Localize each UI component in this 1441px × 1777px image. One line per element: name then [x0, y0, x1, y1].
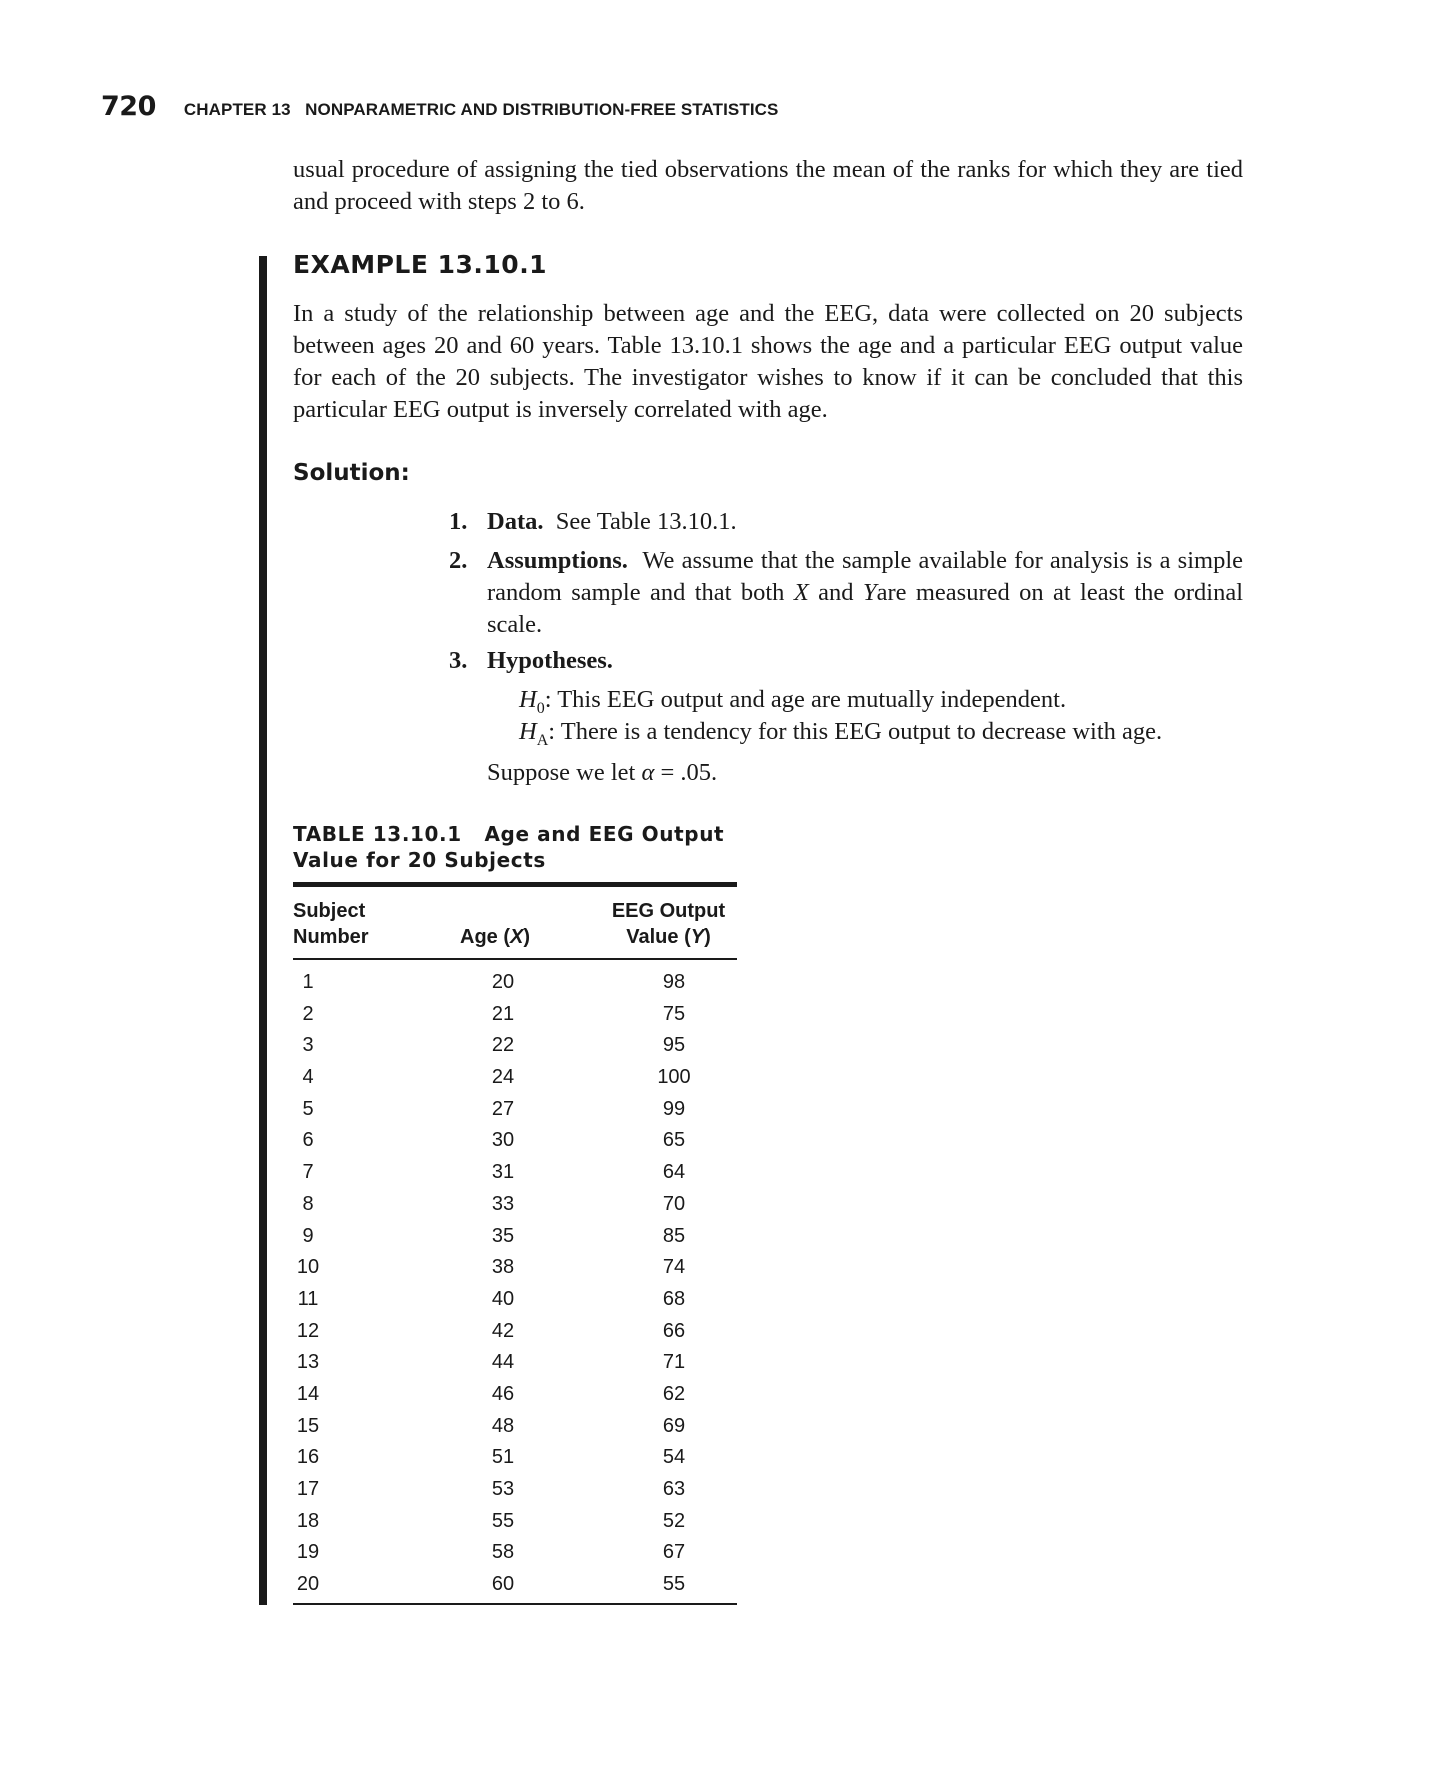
- ha-subscript: A: [536, 731, 549, 749]
- cell-eeg: 98: [662, 971, 686, 993]
- table-row: [293, 1569, 737, 1601]
- cell-age: 33: [491, 1192, 515, 1215]
- table-row: [293, 1125, 737, 1157]
- cell-eeg: 75: [662, 1002, 686, 1025]
- alpha-value: = .05.: [660, 759, 718, 786]
- cell-eeg: 99: [662, 1097, 686, 1120]
- chapter-title: CHAPTER 13 NONPARAMETRIC AND DISTRIBUTION-FREE STATISTICS: [183, 100, 779, 119]
- cell-age: 20: [491, 971, 515, 993]
- cell-age: 46: [491, 1382, 515, 1405]
- col-header-age-post: ): [523, 926, 531, 948]
- cell-age: 22: [491, 1034, 515, 1057]
- table-row: [293, 1316, 737, 1348]
- cell-age: 58: [491, 1541, 515, 1564]
- step-body-a: We assume that the sample available for analysis is a simple random sample and that both: [487, 547, 1243, 606]
- cell-subject: 1: [302, 971, 314, 993]
- step-text: [487, 545, 1243, 641]
- cell-subject: 9: [302, 1224, 314, 1247]
- table-row: [293, 1252, 737, 1284]
- cell-subject: 19: [296, 1541, 320, 1564]
- cell-eeg: 52: [662, 1509, 686, 1532]
- table-row: [293, 1347, 737, 1379]
- cell-subject: 15: [296, 1414, 320, 1437]
- cell-eeg: 100: [657, 1066, 691, 1089]
- cell-age: 44: [491, 1351, 515, 1374]
- cell-subject: 8: [302, 1192, 314, 1215]
- table-row: [293, 1221, 737, 1253]
- table-row: [293, 1284, 737, 1316]
- table-row: [293, 967, 737, 999]
- cell-subject: 18: [296, 1509, 320, 1532]
- cell-eeg: 54: [662, 1446, 686, 1469]
- cell-subject: 20: [296, 1573, 320, 1596]
- solution-label: Solution:: [293, 460, 410, 486]
- col-header-eeg-post: ): [704, 926, 711, 948]
- col-header-age-var: X: [510, 926, 524, 948]
- table-row: [293, 1094, 737, 1126]
- table-row: [293, 1030, 737, 1062]
- cell-subject: 5: [302, 1097, 314, 1120]
- h0-symbol: H: [519, 686, 537, 713]
- step-number: 3.: [449, 647, 468, 674]
- table-caption-line2: Value for 20 Subjects: [293, 848, 546, 872]
- cell-eeg: 69: [662, 1414, 686, 1437]
- step-number: 2.: [449, 547, 468, 574]
- cell-eeg: 62: [662, 1382, 686, 1405]
- col-header-age-pre: Age (: [460, 926, 510, 948]
- cell-eeg: 70: [662, 1192, 686, 1215]
- alpha-symbol: α: [641, 759, 655, 786]
- cell-age: 35: [491, 1224, 515, 1247]
- cell-age: 55: [491, 1509, 515, 1532]
- cell-subject: 16: [296, 1446, 320, 1469]
- cell-eeg: 95: [662, 1034, 686, 1057]
- alpha-prefix: Suppose we let: [487, 759, 636, 786]
- col-header-subject: [293, 898, 369, 950]
- var-x: X: [793, 579, 809, 606]
- alternative-hypothesis: [519, 716, 1243, 757]
- running-head: [101, 91, 779, 122]
- table-caption: [293, 821, 743, 873]
- table-caption-line1: TABLE 13.10.1 Age and EEG Output: [293, 822, 725, 846]
- cell-age: 53: [491, 1478, 515, 1500]
- cell-age: 24: [491, 1066, 515, 1089]
- table-row: [293, 1474, 737, 1506]
- table-row: [293, 1379, 737, 1411]
- table-row: [293, 1442, 737, 1474]
- cell-eeg: 67: [662, 1541, 686, 1564]
- table-row: [293, 1411, 737, 1443]
- table-body: [293, 967, 737, 1601]
- table-row: [293, 1506, 737, 1538]
- cell-eeg: 85: [662, 1224, 686, 1247]
- table-row: [293, 999, 737, 1031]
- cell-subject: 12: [296, 1319, 320, 1342]
- cell-age: 40: [491, 1287, 515, 1310]
- alpha-statement: [487, 757, 717, 789]
- table-header-rule: [293, 958, 737, 960]
- h0-text: : This EEG output and age are mutually independent.: [544, 686, 1067, 713]
- cell-subject: 4: [302, 1066, 314, 1089]
- cell-subject: 6: [302, 1129, 314, 1152]
- cell-age: 60: [491, 1573, 515, 1596]
- col-header-subject-line1: Subject: [293, 900, 366, 922]
- table-bottom-rule: [293, 1603, 737, 1605]
- h0-subscript: 0: [536, 699, 545, 717]
- cell-subject: 3: [302, 1034, 314, 1057]
- cell-eeg: 65: [662, 1129, 686, 1152]
- cell-eeg: 64: [662, 1161, 686, 1184]
- cell-subject: 14: [296, 1382, 320, 1405]
- step-heading: Data.: [487, 508, 544, 535]
- table-row: [293, 1189, 737, 1221]
- cell-age: 27: [491, 1097, 515, 1120]
- example-body: In a study of the relationship between age and the EEG, data were collected on 20 subjects between ages 20 and 60 years. Table 13.10.1 shows the age and a particular EEG output value for each of the 20 subjects. The investigator wishes to know if it can be concluded that this particular EEG output is inversely correlated with age.: [293, 300, 1243, 423]
- cell-age: 21: [491, 1002, 515, 1025]
- cell-age: 31: [491, 1161, 515, 1184]
- example-side-bar: [259, 256, 267, 1605]
- cell-age: 38: [491, 1256, 515, 1279]
- col-header-age: [460, 924, 530, 950]
- cell-subject: 13: [296, 1351, 320, 1374]
- cell-eeg: 71: [662, 1351, 686, 1374]
- cell-subject: 2: [302, 1002, 314, 1025]
- cell-eeg: 63: [662, 1478, 686, 1500]
- page-number: 720: [101, 91, 156, 122]
- ha-symbol: H: [519, 718, 537, 745]
- cell-subject: 10: [296, 1256, 320, 1279]
- cell-eeg: 66: [662, 1319, 686, 1342]
- continuation-paragraph: usual procedure of assigning the tied observations the mean of the ranks for which they are tied and proceed with steps 2 to 6.: [293, 156, 1243, 215]
- table-row: [293, 1062, 737, 1094]
- step-heading: Hypotheses.: [487, 647, 613, 674]
- step-body-c: are measured on at least the ordinal scale.: [487, 579, 1244, 638]
- cell-age: 42: [491, 1319, 515, 1342]
- step-text: [487, 645, 1243, 677]
- step-body: See Table 13.10.1.: [555, 508, 737, 535]
- ha-text: : There is a tendency for this EEG output to decrease with age.: [548, 718, 1163, 745]
- col-header-eeg-var: Y: [690, 926, 705, 948]
- cell-subject: 17: [296, 1478, 320, 1500]
- step-text: [487, 506, 1243, 538]
- example-title: EXAMPLE 13.10.1: [293, 250, 548, 279]
- step-body-b: and: [818, 579, 854, 606]
- col-header-eeg-pre: Value (: [626, 926, 691, 948]
- col-header-eeg-line2: [600, 924, 737, 950]
- table-row: [293, 1537, 737, 1569]
- cell-eeg: 74: [662, 1256, 686, 1279]
- col-header-eeg-line1: EEG Output: [611, 900, 726, 922]
- col-header-subject-line2: Number: [293, 926, 369, 948]
- cell-age: 48: [491, 1414, 515, 1437]
- cell-age: 30: [491, 1129, 515, 1152]
- col-header-eeg: [600, 898, 737, 950]
- table-top-rule: [293, 882, 737, 887]
- cell-subject: 11: [297, 1287, 319, 1310]
- cell-subject: 7: [302, 1161, 314, 1184]
- cell-age: 51: [491, 1446, 515, 1469]
- table-row: [293, 1157, 737, 1189]
- var-y: Y: [862, 579, 877, 606]
- cell-eeg: 55: [662, 1573, 686, 1596]
- step-number: 1.: [449, 508, 468, 535]
- cell-eeg: 68: [662, 1287, 686, 1310]
- step-heading: Assumptions.: [487, 547, 628, 574]
